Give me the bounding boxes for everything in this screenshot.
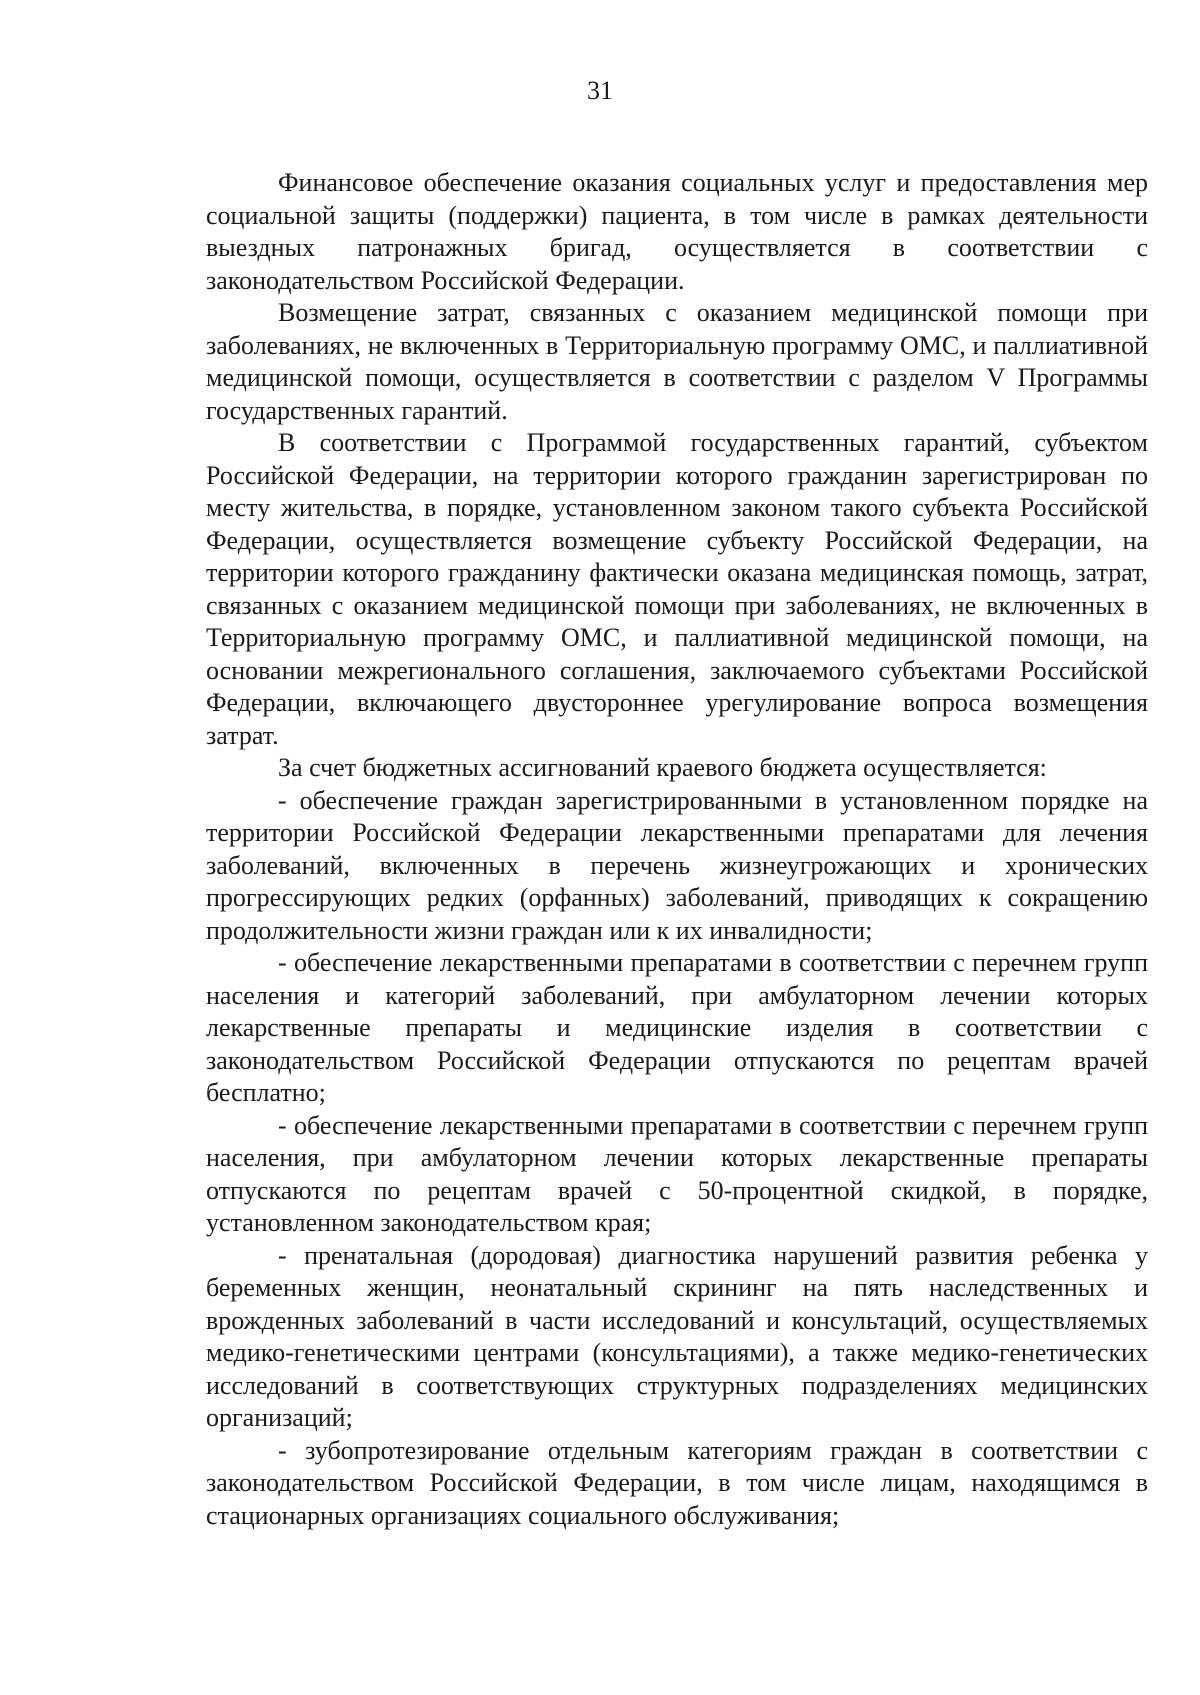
list-item-orphan-diseases-drugs: - обеспечение граждан зарегистрированными в установленном порядке на территории Российской Федерации лекарственными препаратами для лечения заболеваний, включенных в перечень жизнеугрожающих и хронических прогрессирующих редких (орфанных) заболеваний, приводящих к сокращению продолжительности жизни граждан или к их инвалидности; bbox=[206, 785, 1148, 945]
list-item-discount-prescriptions: - обеспечение лекарственными препаратами в соответствии с перечнем групп населения, при амбулаторном лечении которых лекарственные препараты отпускаются по рецептам врачей с 50-процентной скидкой, в порядке, установленном законодательством края; bbox=[206, 1110, 1148, 1237]
list-item-dental-prosthetics: - зубопротезирование отдельным категориям граждан в соответствии с законодательством Российской Федерации, в том числе лицам, находящимся в стационарных организациях социального обслуживания; bbox=[206, 1435, 1148, 1530]
paragraph-financing-social-services: Финансовое обеспечение оказания социальных услуг и предоставления мер социальной защиты (поддержки) пациента, в том числе в рамках деятельности выездных патронажных бригад, осуществляется в соответствии с законодательством Российской Федерации. bbox=[206, 168, 1148, 295]
paragraph-interregional-agreement: В соответствии с Программой государственных гарантий, субъектом Российской Федерации, на территории которого гражданин зарегистрирован по месту жительства, в порядке, установленном законом такого субъекта Российской Федерации, осуществляется возмещение субъекту Российской Федерации, на территории которого гражданину фактически оказана медицинская помощь, затрат, связанных с оказанием медицинской помощи при заболеваниях, не включенных в Территориальную программу ОМС, и паллиативной медицинской помощи, на основании межрегионального соглашения, заключаемого субъектами Российской Федерации, включающего двустороннее урегулирование вопроса возмещения затрат. bbox=[206, 428, 1148, 750]
paragraph-cost-reimbursement: Возмещение затрат, связанных с оказанием медицинской помощи при заболеваниях, не включенных в Территориальную программу ОМС, и паллиативной медицинской помощи, осуществляется в соответствии с разделом V Программы государственных гарантий. bbox=[206, 298, 1148, 425]
list-item-free-prescriptions: - обеспечение лекарственными препаратами в соответствии с перечнем групп населения и категорий заболеваний, при амбулаторном лечении которых лекарственные препараты и медицинские изделия в соответствии с законодательством Российской Федерации отпускаются по рецептам врачей бесплатно; bbox=[206, 948, 1148, 1107]
document-body bbox=[206, 167, 1148, 1532]
page-number: 31 bbox=[587, 76, 613, 105]
paragraph-regional-budget-intro: За счет бюджетных ассигнований краевого бюджета осуществляется: bbox=[278, 753, 1047, 782]
list-item-prenatal-diagnostics: - пренатальная (дородовая) диагностика нарушений развития ребенка у беременных женщин, неонатальный скрининг на пять наследственных и врожденных заболеваний в части исследований и консультаций, осуществляемых медико-генетическими центрами (консультациями), а также медико-генетических исследований в соответствующих структурных подразделениях медицинских организаций; bbox=[206, 1240, 1148, 1432]
